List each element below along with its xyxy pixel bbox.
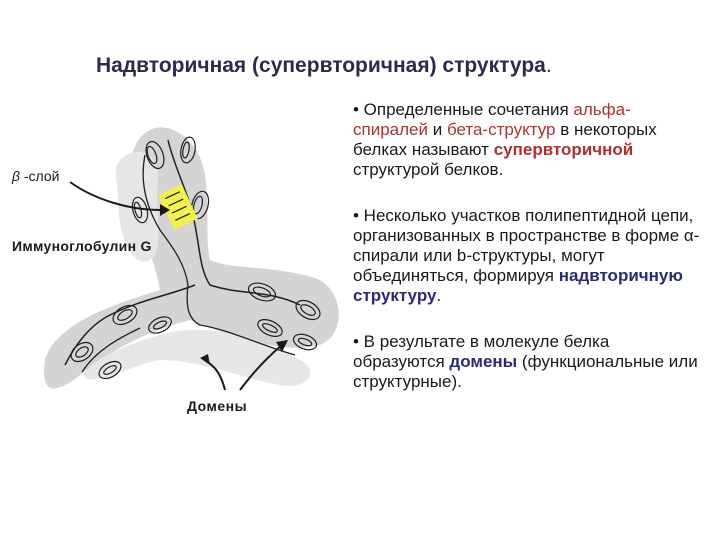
p3-text-a: • В результате в молекуле белка образуются bbox=[353, 332, 610, 371]
page-title bbox=[96, 54, 552, 78]
beta-layer-label bbox=[12, 168, 59, 184]
p3-domains-term: домены bbox=[449, 352, 518, 371]
p1-text-g: структурой белков. bbox=[353, 160, 504, 179]
paragraph-1 bbox=[353, 100, 703, 180]
p2-text-a: • Несколько участков полипептидной цепи, организованных в пространстве в форме α-спирали или b-структуры, могут объединяться, формируя bbox=[353, 206, 700, 285]
p1-beta-structures: бета-структур bbox=[446, 120, 556, 139]
p1-text-e: в некоторых белках называют bbox=[353, 120, 657, 159]
immunoglobulin-figure bbox=[0, 120, 350, 520]
p3-text-c: (функциональные или структурные). bbox=[353, 352, 698, 391]
p2-supersecondary-term: надвторичную структуру bbox=[353, 266, 683, 305]
p2-text-c: . bbox=[436, 286, 442, 305]
p1-text-c: и bbox=[427, 120, 447, 139]
p1-supersecondary-term: супервторичной bbox=[493, 140, 634, 159]
domains-label: Домены bbox=[187, 398, 248, 414]
title-text: Надвторичная (супервторичная) структура bbox=[96, 54, 546, 77]
beta-symbol: β bbox=[12, 168, 20, 184]
immunoglobulin-label: Иммуноглобулин G bbox=[12, 238, 152, 254]
title-dot: . bbox=[545, 54, 552, 77]
p1-text-a: • Определенные сочетания bbox=[353, 100, 574, 119]
beta-label-text: -слой bbox=[20, 168, 60, 184]
paragraph-2 bbox=[353, 206, 703, 306]
paragraph-3 bbox=[353, 332, 703, 392]
p1-alpha-helices: альфа-спиралей bbox=[353, 100, 631, 139]
text-column bbox=[353, 100, 703, 414]
